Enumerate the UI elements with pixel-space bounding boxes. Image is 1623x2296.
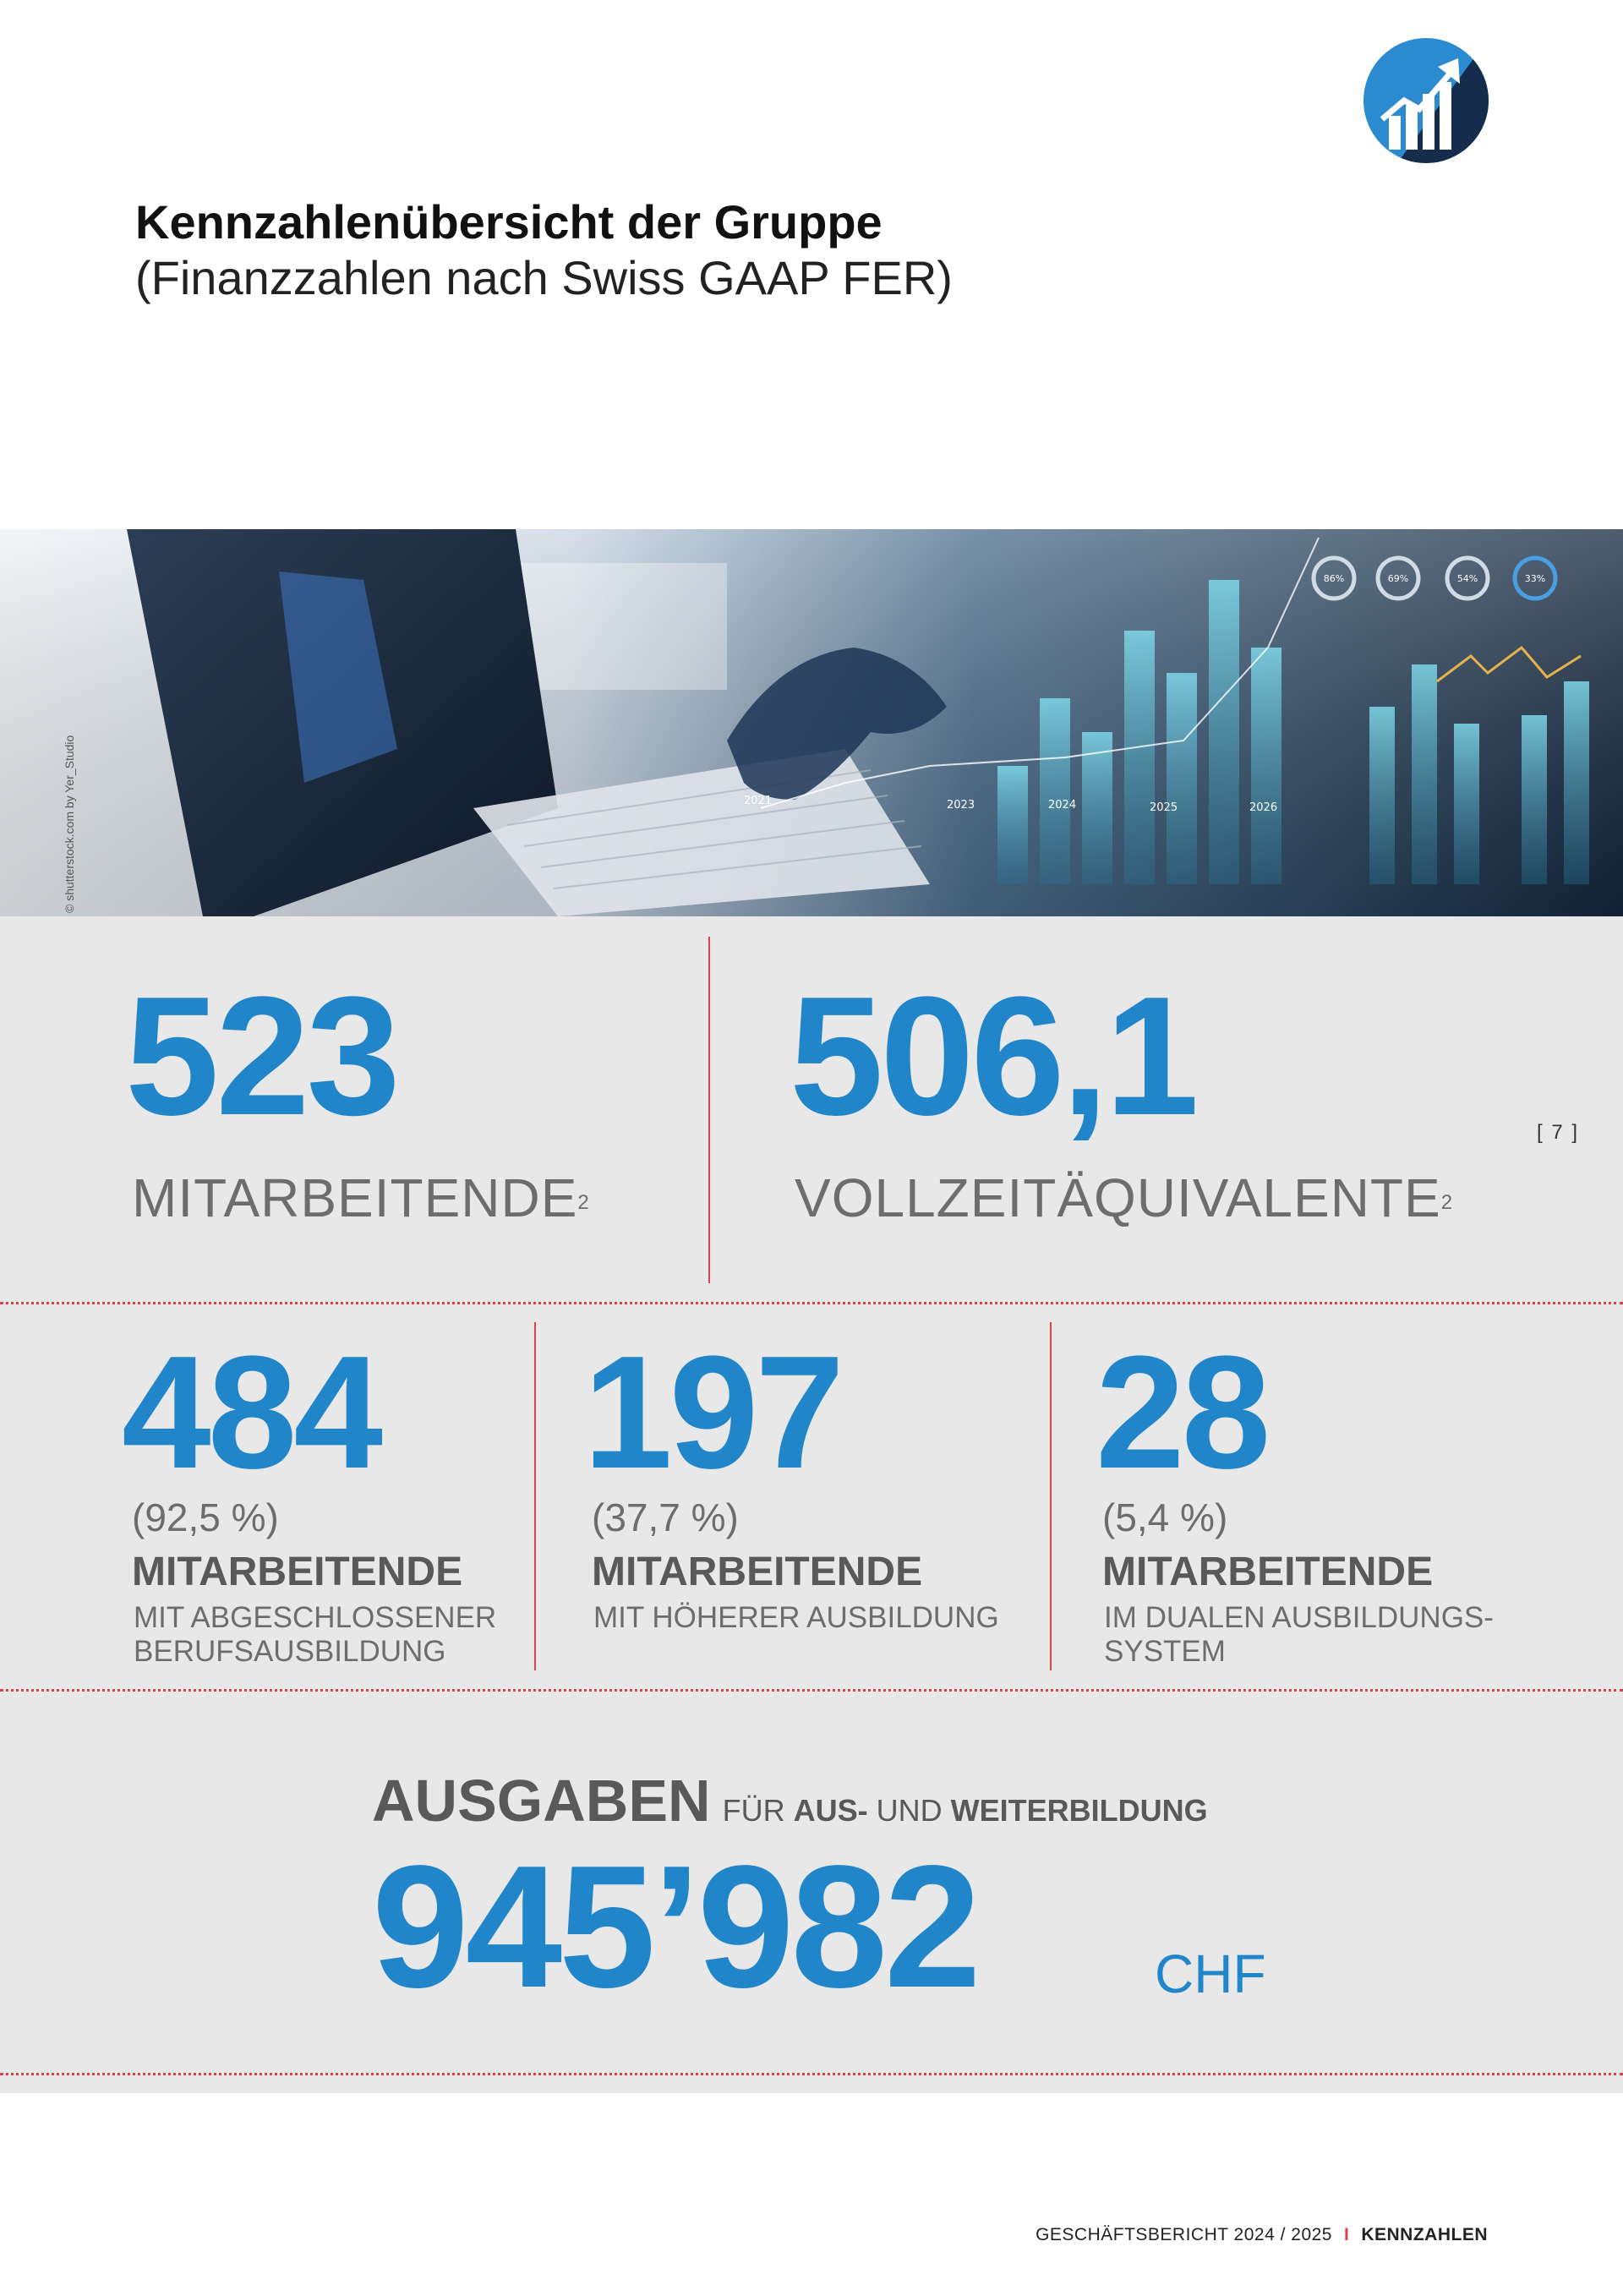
kpi-vocational-value: 484 — [122, 1323, 380, 1502]
vertical-divider — [534, 1322, 536, 1670]
kpi-dual-percent: (5,4 %) — [1102, 1495, 1228, 1539]
kpi-employees-value: 523 — [125, 962, 397, 1151]
footer-report: GESCHÄFTSBERICHT 2024 / 2025 — [1036, 2225, 1332, 2244]
page-title: Kennzahlenübersicht der Gruppe — [135, 195, 883, 249]
kpi-higher-edu-sub — [593, 1601, 999, 1635]
footer-separator: I — [1343, 2225, 1350, 2244]
kpi-higher-edu-percent: (37,7 %) — [592, 1495, 739, 1539]
growth-chart-logo-icon — [1363, 38, 1489, 163]
photo-credit-text: © shutterstock.com by Yer_Studio — [63, 735, 76, 913]
gauge-label: 33% — [1524, 573, 1546, 584]
reference-marker: [ 7 ] — [1537, 1121, 1580, 1144]
kpi-fte-value: 506,1 — [790, 962, 1196, 1151]
kpi-vocational-percent: (92,5 %) — [132, 1495, 279, 1539]
photo-credit — [61, 668, 86, 921]
kpi-employees-label — [132, 1168, 589, 1227]
spending-heading-sub — [723, 1793, 1208, 1828]
vertical-divider — [1050, 1322, 1052, 1670]
kpi-higher-edu-sub-line: MIT HÖHERER AUSBILDUNG — [593, 1601, 999, 1634]
kpi-fte-label — [795, 1168, 1452, 1227]
kpi-vocational-sub-line: BERUFSAUSBILDUNG — [134, 1635, 446, 1668]
kpi-fte-label-text: VOLLZEITÄQUIVALENTE — [795, 1167, 1441, 1228]
gauge-label: 86% — [1323, 573, 1345, 584]
year-label: 2026 — [1249, 801, 1278, 814]
dotted-divider — [0, 1302, 1623, 1304]
spending-heading-main: AUSGABEN — [372, 1768, 711, 1834]
page-footer — [1036, 2225, 1488, 2245]
kpi-vocational-label: MITARBEITENDE — [132, 1550, 463, 1594]
gauge-label: 69% — [1387, 573, 1409, 584]
kpi-higher-edu-label: MITARBEITENDE — [592, 1550, 923, 1594]
page-heading — [135, 194, 953, 306]
year-label: 2021 — [744, 795, 773, 807]
year-label: 2025 — [1150, 801, 1178, 814]
kpi-higher-edu-value: 197 — [583, 1323, 842, 1502]
spending-currency: CHF — [1155, 1943, 1266, 2004]
dotted-divider — [0, 2073, 1623, 2075]
spending-word: AUS- — [793, 1793, 868, 1828]
kpi-dual-label: MITARBEITENDE — [1102, 1550, 1434, 1594]
spending-word: WEITERBILDUNG — [950, 1793, 1208, 1828]
footnote-marker: 2 — [1440, 1191, 1453, 1214]
kpi-vocational-sub — [134, 1601, 496, 1669]
kpi-employees-label-text: MITARBEITENDE — [132, 1167, 578, 1228]
page-subtitle: (Finanzzahlen nach Swiss GAAP FER) — [135, 251, 953, 304]
kpi-vocational-sub-line: MIT ABGESCHLOSSENER — [134, 1601, 497, 1634]
dotted-divider — [0, 1689, 1623, 1692]
spending-value: 945’982 — [372, 1829, 978, 2024]
kpi-dual-sub-line: SYSTEM — [1104, 1635, 1226, 1668]
spending-word: UND — [876, 1793, 943, 1828]
year-label: 2023 — [947, 799, 975, 812]
footnote-marker: 2 — [577, 1191, 589, 1214]
spending-word: FÜR — [722, 1793, 785, 1828]
year-label: 2024 — [1048, 799, 1077, 812]
footer-section: KENNZAHLEN — [1361, 2225, 1488, 2244]
spending-heading — [372, 1767, 1208, 1834]
vertical-divider — [708, 937, 710, 1283]
kpi-dual-sub-line: IM DUALEN AUSBILDUNGS- — [1104, 1601, 1494, 1634]
kpi-dual-sub — [1104, 1601, 1494, 1669]
hero-laptop-dashboard-image — [0, 529, 1623, 916]
kpi-dual-value: 28 — [1096, 1323, 1268, 1502]
gauge-label: 54% — [1456, 573, 1478, 584]
